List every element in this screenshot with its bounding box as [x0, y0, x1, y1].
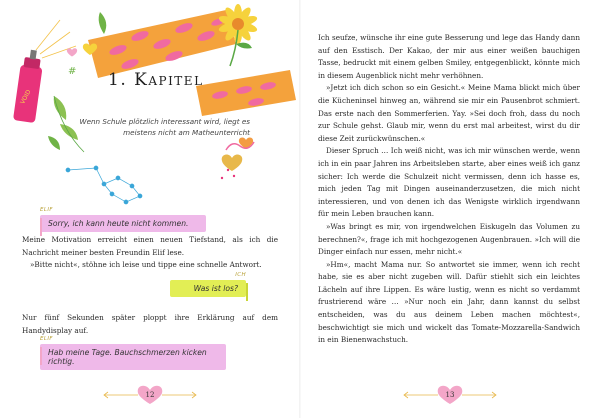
chat-bubble: Hab meine Tage. Bauchschmerzen kicken richtig. [40, 344, 226, 370]
chat-bubble: Sorry, ich kann heute nicht kommen. [40, 215, 206, 232]
paragraph: »Was bringt es mir, von irgendwelchen Eiskugeln das Volumen zu berechnen?«, frage ich mit hochgezogenen Augenbrauen. »Ich will die Dinger einfach nur essen, mehr nicht.« [318, 221, 580, 257]
chat-message-elif-1 [40, 207, 206, 232]
spray-can-icon [13, 49, 45, 123]
paragraph: »Bitte nicht«, stöhne ich leise und tippe eine schnelle Antwort. [30, 260, 262, 270]
hashtag-icon: # [68, 66, 77, 77]
chapter-title: 1. Kapitel [108, 70, 204, 90]
chat-bar [40, 347, 42, 365]
paragraph: Meine Motivation erreicht einen neuen Tiefstand, als ich die Nachricht meiner besten Freundin Elif lese. [22, 235, 278, 257]
chat-sender: ELIF [40, 336, 53, 342]
right-prose [318, 32, 580, 347]
paragraph: Ich seufze, wünsche ihr eine gute Besserung und lege das Handy dann auf den Esstisch. Der Kakao, der mir aus einer weißen bauchigen Tasse, bedruckt mit einem gelben Smiley, entgegenblickt, könnte mich in diesem Augenblick nicht mehr verhöhnen. [318, 33, 580, 80]
paragraph: Nur fünf Sekunden später ploppt ihre Erklärung auf dem Handydisplay auf. [22, 313, 278, 335]
paragraph: »Jetzt ich dich schon so ein Gesicht.« Meine Mama blickt mich über die Kücheninsel hinweg an, während sie mir ein Pausenbrot schmiert. Das erste nach den Sommerferien. Yay. »Sei doch froh, dass du noch zur Schule gehst. Glaub mir, wenn du erst mal arbeitest, wirst du dir diese Zeit zurückwünschen.« [318, 83, 580, 143]
right-page [300, 0, 600, 418]
page-number: 13 [445, 391, 455, 399]
washi-tape [88, 10, 236, 78]
chapter-decoration [0, 0, 300, 215]
chat-bubble: Was ist los? [170, 280, 246, 297]
page-number: 12 [145, 391, 155, 399]
chat-message-me [170, 272, 246, 297]
chat-message-elif-2 [40, 336, 226, 370]
constellation-icon [66, 166, 142, 204]
paragraph: »Hm«, macht Mama nur. So antwortet sie immer, wenn ich recht habe, sie es aber nicht zugeben will. Dafür stiehlt sich ein leichtes Lächeln auf ihre Lippen. Es wäre lustig, wenn es nicht so verdammt frustrierend wäre … »Nur noch ein Jahr, dann kannst du selbst entscheiden, was du aus deinem Leben machen möchtest«, beschwichtigt sie mich und wickelt das Tomate-Mozzarella-Sandwich in ein Bienenwachstuch. [318, 259, 580, 345]
chapter-epigraph: Wenn Schule plötzlich interessant wird, liegt es meistens nicht am Matheunterricht [79, 117, 250, 137]
left-prose-2 [22, 312, 278, 337]
paragraph: Dieser Spruch … Ich weiß nicht, was ich mir wünschen werde, wenn ich in ein paar Jahren ins Arbeitsleben starte, aber eines weiß ich ganz sicher: Ich werde die Schulzeit nicht vermissen, denn ich hasse es, mich jeden Tag mit Dingen auseinanderzusetzen, die mich nicht interessieren, und von denen ich das Wenigste wirklich irgendwann für mein Leben brauchen kann. [318, 146, 580, 219]
chat-sender: ICH [235, 272, 246, 278]
svg-text:VOID: VOID [19, 88, 33, 106]
left-prose-1 [22, 234, 278, 272]
chat-sender: ELIF [40, 207, 53, 213]
chat-bar [246, 283, 248, 301]
